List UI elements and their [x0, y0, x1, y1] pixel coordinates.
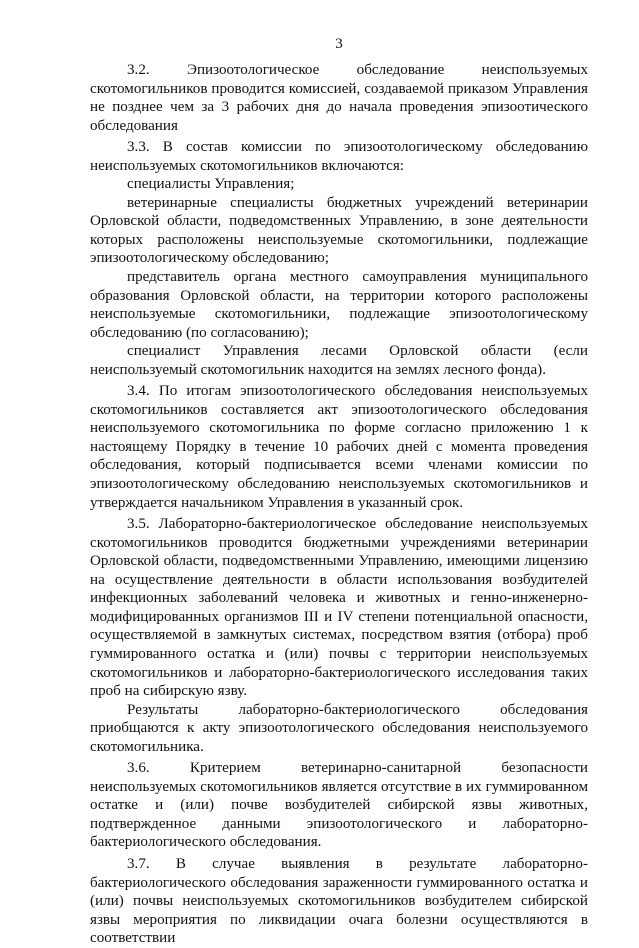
list-item-forest-specialist: специалист Управления лесами Орловской области (если неиспользуемый скотомогильник находится на землях лесного фонда). — [90, 343, 588, 378]
page-number: 3 — [335, 36, 343, 52]
list-item-local-government-representative: представитель органа местного самоуправления муниципального образования Орловской области, на территории которого расположены неиспользуемые скотомогильники, подлежащие эпизоотологическому обследованию (по согласованию); — [90, 269, 588, 341]
paragraph-3-4: 3.4. По итогам эпизоотологического обследования неиспользуемых скотомогильников составляется акт эпизоотологического обследования неиспользуемого скотомогильника по форме согласно приложению 1 к настоящему Порядку в течение 10 рабочих дней с момента проведения обследования, который подписывается всеми членами комиссии по эпизоотологическому обследованию неиспользуемых скотомогильников и утверждается начальником Управления в указанный срок. — [90, 383, 588, 511]
document-page — [90, 34, 588, 947]
list-item-specialists: специалисты Управления; — [127, 176, 295, 193]
paragraph-results: Результаты лабораторно-бактериологического обследования приобщаются к акту эпизоотологического обследования неиспользуемого скотомогильника. — [90, 701, 588, 755]
paragraph-3-3: 3.3. В состав комиссии по эпизоотологическому обследованию неиспользуемых скотомогильников включаются: — [90, 139, 588, 174]
paragraph-3-6: 3.6. Критерием ветеринарно-санитарной безопасности неиспользуемых скотомогильников является отсутствие в их гуммированном остатке и (или) почве возбудителей сибирской язвы животных, подтвержденное данными эпизоотологического и лабораторно-бактериологического обследования. — [90, 760, 588, 851]
paragraph-3-7: 3.7. В случае выявления в результате лабораторно-бактериологического обследования зараженности гуммированного остатка и (или) почвы неиспользуемых скотомогильников возбудителем сибирской язвы мероприятия по ликвидации очага болезни осуществляются в соответствии — [90, 855, 588, 947]
paragraph-3-2: 3.2. Эпизоотологическое обследование неиспользуемых скотомогильников проводится комиссией, создаваемой приказом Управления не позднее чем за 3 рабочих дня до начала проведения эпизоотического обследования — [90, 62, 588, 134]
paragraph-3-5: 3.5. Лабораторно-бактериологическое обследование неиспользуемых скотомогильников проводится бюджетными учреждениями ветеринарии Орловской области, подведомственными Управлению, имеющими лицензию на осуществление деятельности в области использования возбудителей инфекционных заболеваний человека и животных и генно-инженерно-модифицированных организмов III и IV степени потенциальной опасности, осуществляемой в замкнутых системах, посредством взятия (отбора) проб гуммированного остатка и (или) почвы с территории неиспользуемых скотомогильников и лабораторно-бактериологического исследования таких проб на сибирскую язву. — [90, 516, 588, 700]
list-item-veterinary-specialists: ветеринарные специалисты бюджетных учреждений ветеринарии Орловской области, подведомственных Управлению, в зоне деятельности которых расположены неиспользуемые скотомогильники, подлежащие эпизоотологическому обследованию; — [90, 194, 588, 267]
